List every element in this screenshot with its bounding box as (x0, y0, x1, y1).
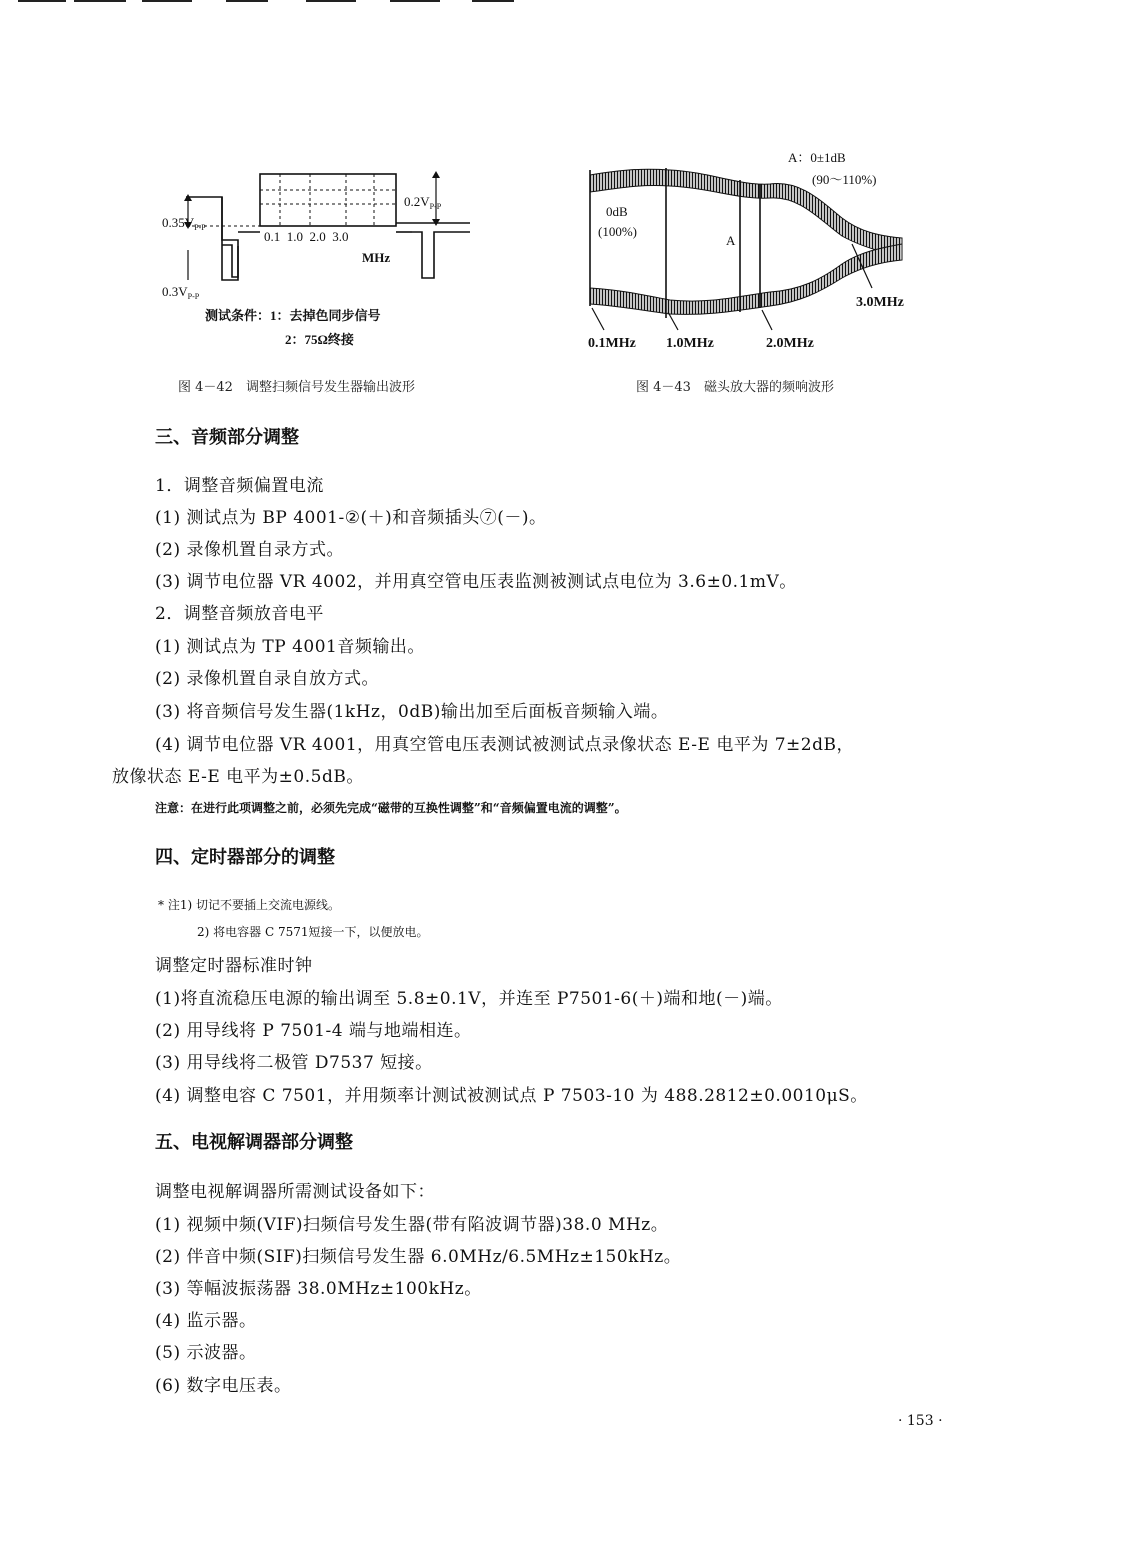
step-4-2: (2) 用导线将 P 7501-4 端与地端相连。 (155, 1021, 472, 1041)
equipment-2: (2) 伴音中频(SIF)扫频信号发生器 6.0MHz/6.5MHz±150kHz。 (155, 1247, 682, 1267)
test-condition-2: 2：75Ω终接 (285, 332, 354, 347)
step-3-2-1: (1) 测试点为 TP 4001音频输出。 (155, 637, 425, 657)
step-3-1-2: (2) 录像机置自录方式。 (155, 540, 344, 560)
amp-03-label: $0.3V_{P-P}$ (162, 284, 200, 301)
amp-035-label: $0.35V_{P-P}$ (162, 215, 206, 232)
section-3-title: 三、音频部分调整 (155, 427, 299, 448)
top-rule (18, 0, 66, 2)
step-3-2-3: (3) 将音频信号发生器(1kHz，0dB)输出加至后面板音频输入端。 (155, 702, 669, 722)
equipment-6: (6) 数字电压表。 (155, 1376, 292, 1396)
freq-unit: MHz (362, 250, 391, 265)
section-5-intro: 调整电视解调器所需测试设备如下： (155, 1182, 435, 1202)
freq-20-label: 2.0MHz (766, 336, 814, 351)
a-range-label: (90～110%) (812, 172, 877, 187)
equipment-1: (1) 视频中频(VIF)扫频信号发生器(带有陷波调节器)38.0 MHz。 (155, 1215, 669, 1235)
step-4-4: (4) 调整电容 C 7501，并用频率计测试被测试点 P 7503-10 为 488.2812±0.0010μS。 (155, 1086, 868, 1106)
section-4-note-1: * 注1) 切记不要插上交流电源线。 (158, 898, 340, 912)
step-3-1-1: (1) 测试点为 BP 4001-②(＋)和音频插头⑦(－)。 (155, 508, 547, 528)
a-spec-label: A：0±1dB (788, 150, 846, 165)
step-4-3: (3) 用导线将二极管 D7537 短接。 (155, 1053, 433, 1073)
test-condition-1: 测试条件：1：去掉色同步信号 (205, 308, 381, 323)
section-4-note-2: 2) 将电容器 C 7571短接一下，以便放电。 (197, 925, 429, 939)
amp-02-label: $0.2V_{P-P}$ (404, 194, 442, 211)
step-3-2-4-cont: 放像状态 E-E 电平为±0.5dB。 (112, 767, 364, 787)
step-3-1-3: (3) 调节电位器 VR 4002，并用真空管电压表监测被测试点电位为 3.6±0.1mV。 (155, 572, 797, 592)
freq-10-label: 1.0MHz (666, 336, 714, 351)
top-rule (142, 0, 192, 2)
subsection-3-1: 1．调整音频偏置电流 (155, 476, 324, 496)
freq-30-label: 3.0MHz (856, 295, 904, 310)
section-4-title: 四、定时器部分的调整 (155, 847, 335, 868)
top-rule (306, 0, 356, 2)
figure-4-43-frequency-response (580, 140, 920, 355)
subsection-3-2: 2．调整音频放音电平 (155, 604, 324, 624)
figure-4-43-caption: 图 4－43 磁头放大器的频响波形 (636, 380, 834, 395)
step-4-1: (1)将直流稳压电源的输出调至 5.8±0.1V，并连至 P7501-6(＋)端和地(－)端。 (155, 989, 783, 1009)
section-3-note: 注意：在进行此项调整之前，必须先完成“磁带的互换性调整”和“音频偏置电流的调整”。 (155, 801, 627, 815)
top-rule (390, 0, 440, 2)
top-rule (472, 0, 514, 2)
figure-4-42-sweep-waveform (150, 160, 480, 360)
a-marker: A (726, 233, 736, 248)
freq-markers: 0.1 1.0 2.0 3.0 (264, 229, 349, 244)
step-3-2-2: (2) 录像机置自录自放方式。 (155, 669, 379, 689)
step-3-2-4: (4) 调节电位器 VR 4001，用真空管电压表测试被测试点录像状态 E-E 电平为 7±2dB， (155, 735, 854, 755)
pct-label: (100%) (598, 224, 637, 239)
equipment-4: (4) 监示器。 (155, 1311, 257, 1331)
figure-4-42-caption: 图 4－42 调整扫频信号发生器输出波形 (178, 380, 415, 395)
section-5-title: 五、电视解调器部分调整 (155, 1132, 353, 1153)
top-rule (74, 0, 126, 2)
page-number: · 153 · (898, 1413, 943, 1429)
top-rule (226, 0, 268, 2)
section-4-subtitle: 调整定时器标准时钟 (155, 956, 313, 976)
odb-label: 0dB (606, 204, 628, 219)
equipment-3: (3) 等幅波振荡器 38.0MHz±100kHz。 (155, 1279, 482, 1299)
freq-01-label: 0.1MHz (588, 336, 636, 351)
equipment-5: (5) 示波器。 (155, 1343, 257, 1363)
